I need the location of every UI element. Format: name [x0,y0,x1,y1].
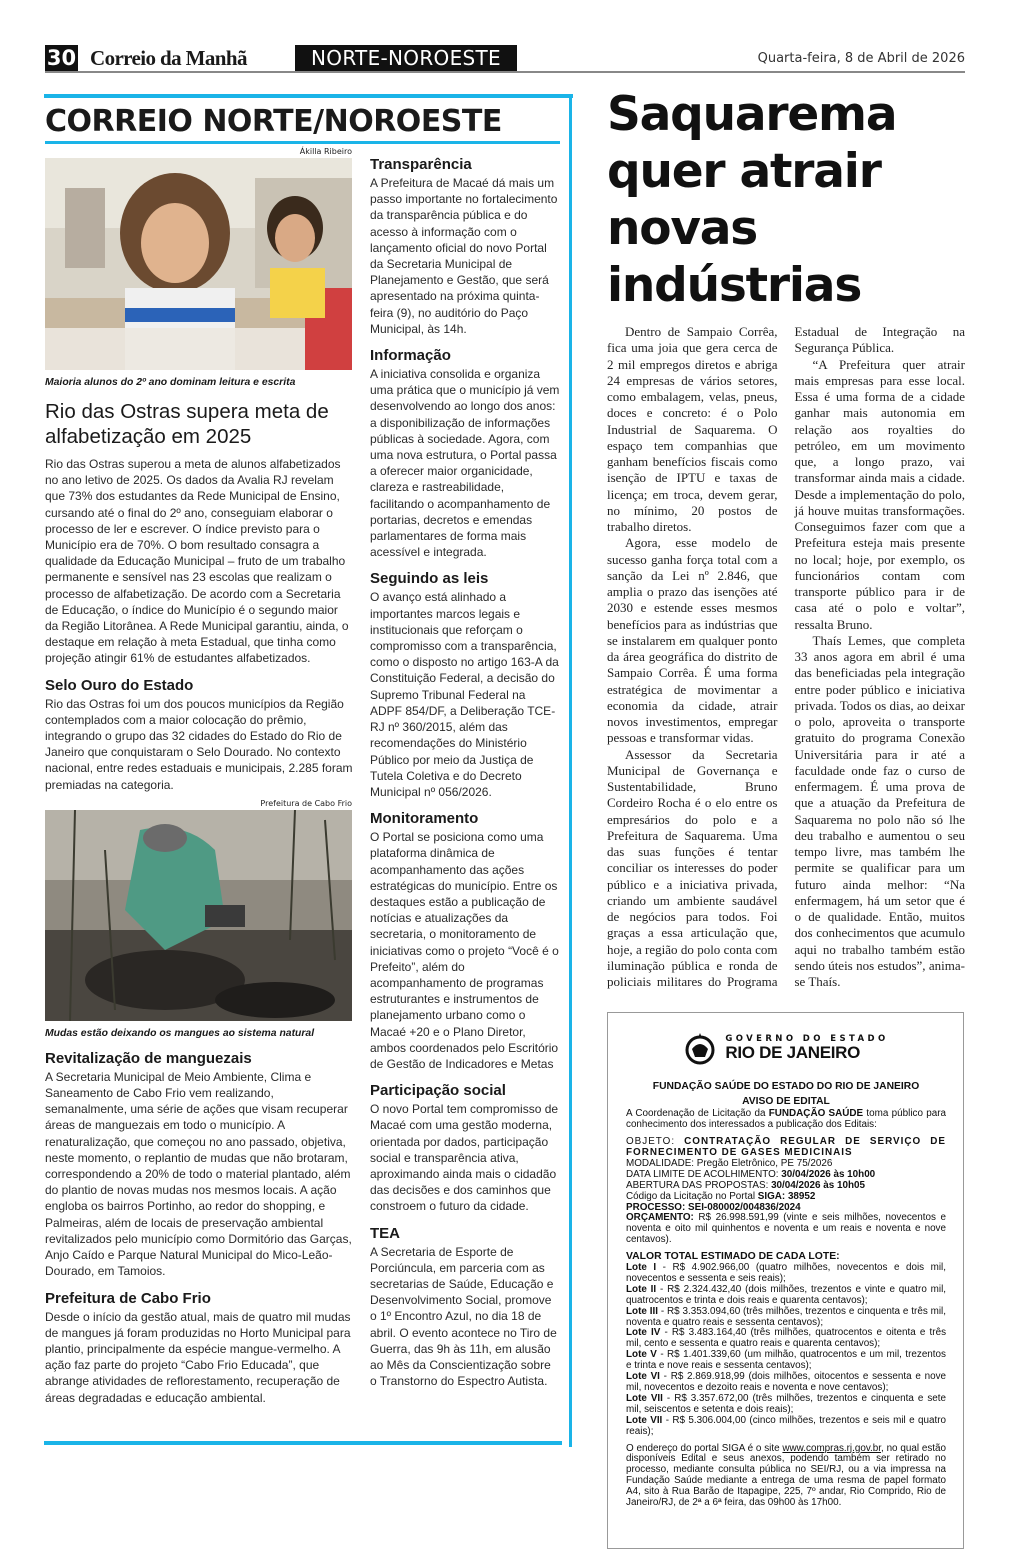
field-value: 30/04/2026 às 10h00 [781,1168,876,1180]
lot-value: - R$ 2.324.432,40 (dois milhões, trezentos e vinte e quatro mil, quatrocentos e trinta e dois reais e quarenta centavos); [626,1283,947,1306]
subheading: Prefeitura de Cabo Frio [45,1289,211,1307]
photo-credit: Prefeitura de Cabo Frio [260,798,352,808]
lot-value: - R$ 2.869.918,99 (dois milhões, oitocentos e sessenta e nove mil, novecentos e dezoito reais e noventa e nove centavos); [626,1371,946,1393]
lot-label: Lote II [626,1283,657,1295]
field-value: CONTRATAÇÃO REGULAR DE SERVIÇO DE FORNECIMENTO DE GASES MEDICINAIS [626,1136,946,1158]
subheading: Monitoramento [370,810,479,828]
legal-notice [607,1012,964,1549]
field-label: DATA LIMITE DE ACOLHIMENTO: [626,1168,782,1180]
newspaper-name: Correio da Manhã [90,46,247,70]
lot-label: Lote III [626,1305,658,1317]
story-lead: Rio das Ostras superou a meta de alunos alfabetizados no ano letivo de 2025. Os dados da Avalia RJ revelam que 73% dos estudantes da Rede Municipal de Ensino, cursando até o final do 2º ano, conseguiam elaborar o processo de ler e escrever. O índice previsto para o Município era de 70%. O bom resultado consagra a qualidade da Educação Municipal – fruto de um trabalho permanente e sensível nas 23 escolas que realizam o processo de alfabetização. De acordo com a Secretaria de Educação, o índice do Município é o segundo maior da Região Litorânea. A Rede Municipal garantiu, ainda, o destaque em relação à meta Estadual, que tinha como projeção atingir 61% de estudantes alfabetizados. [45,457,349,666]
lot-value: - R$ 3.483.164,40 (três milhões, quatrocentos e oitenta e três mil, cento e sessenta e quatro reais e quarenta centavos); [626,1327,947,1350]
lot-label: Lote I [626,1262,657,1274]
paragraph: Desde o início da gestão atual, mais de quatro mil mudas de mangues já foram produzidas no Horto Municipal para plantio, principalmente da espécie mangue-vermelho. A ação faz parte do projeto “Cabo Frio Educada”, que abrange atividades de reflorestamento, recuperação de áreas degradadas e educação ambiental. [45,1309,351,1405]
paragraph: A Secretaria de Esporte de Porciúncula, em parceria com as secretarias de Saúde, Educação e Desenvolvimento Social, promove o 1º Encontro Azul, no dia 18 de abril. O evento acontece no Tiro de Guerra, das 9h às 11h, em alusão ao Mês da Conscientização sobre o Transtorno do Espectro Autista. [370,1244,557,1389]
lot-label: Lote V [626,1349,657,1361]
field-label: MODALIDADE: [626,1157,697,1169]
lot-value: - R$ 3.353.094,60 (três milhões, trezentos e cinquenta e três mil, noventa e quatro reais e sessenta centavos); [626,1305,946,1328]
lots-list [626,1263,946,1438]
intro-text: A Coordenação de Licitação da [626,1108,769,1120]
field-value: Pregão Eletrônico, PE 75/2026 [696,1157,833,1169]
footer-text: O endereço do portal SIGA é o site [626,1442,783,1454]
subheading: TEA [370,1224,400,1242]
header-rule [45,71,965,73]
coat-of-arms-icon [683,1031,717,1065]
subheading: Revitalização de manguezais [45,1049,252,1067]
footer-text: , no qual estão disponíveis Edital e seus anexos, podendo também ser retirado no processo, mediante consulta pública no SEI/RJ, ou a via impressa na Fundação Saúde mediante a entrega de uma resma de papel formato A4, sito à Rua Barão de Itapagipe, 225, 7º andar, Rio Comprido, Rio de Janeiro/RJ, de 2ª a 6ª feira, das 09h00 às 17h00. [626,1442,946,1509]
subheading: Transparência [370,156,472,173]
field-label: OBJETO: [626,1136,685,1148]
lot-value: - R$ 3.357.672,00 (três milhões, trezentos e cinquenta e sete mil, seiscentos e setenta e dois reais); [626,1392,947,1415]
right-column [607,86,965,1549]
field-value: SEI-080002/004836/2024 [688,1201,801,1213]
lot-value: - R$ 5.306.004,00 (cinco milhões, trezentos e seis mil e quatro reais); [626,1414,946,1437]
photo-caption: Maioria alunos do 2º ano dominam leitura e escrita [45,377,296,388]
field-label: ABERTURA DAS PROPOSTAS: [626,1179,772,1191]
government-logo [626,1031,946,1065]
notice-organization: FUNDAÇÃO SAÚDE DO ESTADO DO RIO DE JANEIRO [652,1081,920,1093]
middle-column [370,155,560,1389]
subheading: Selo Ouro do Estado [45,676,194,694]
article-headline: Saquarema quer atrair novas indústrias [607,87,897,313]
paragraph: A Secretaria Municipal de Meio Ambiente, Clima e Saneamento de Cabo Frio vem realizando, semanalmente, uma série de ações que visam recuperar áreas de manguezais em todo o município. A renaturalização, que começou no ano passado, objetiva, neste momento, o replantio de mudas que não brotaram, correspondendo a 20% de todo o material plantado, além do plantio de novas mudas nos mesmos locais. A ação engloba os bairros Portinho, ao redor do shopping, e Palmeiras, além de locais de preservação ambiental revitalizados pelo município como Dormitório das Garças, Anjo Caído e Parque Natural Municipal do Mico-Leão-Dourado, em Tamoios. [45,1069,352,1279]
lots-title: VALOR TOTAL ESTIMADO DE CADA LOTE: [626,1251,840,1263]
section-label: NORTE-NOROESTE [295,45,517,71]
lot-item [626,1307,946,1329]
lot-item [626,1328,946,1350]
paragraph: Rio das Ostras foi um dos poucos municípios da Região contemplados com a maior colocação do prêmio, integrando o grupo das 32 cidades do Estado do Rio de Janeiro que conquistaram o Selo Dourado. No contexto nacional, entre redes estaduais e municipais, 2.285 foram premiadas na categoria. [45,696,353,792]
column-title-rule [45,141,560,144]
paragraph: O avanço está alinhado a importantes marcos legais e institucionais que reforçam o compromisso com a transparência, como o disposto no artigo 163-A da Constituição Federal, a decisão do Supremo Tribunal Federal na ADPF 854/DF, a Deliberação TCE-RJ nº 360/2015, além das recomendações do Ministério Público por meio da Justiça de Tutela Coletiva e do Decreto Municipal nº 056/2026. [370,590,559,799]
notice-title: AVISO DE EDITAL [742,1096,830,1108]
photo-credit: Ákilla Ribeiro [299,147,352,156]
paragraph: A Prefeitura de Macaé dá mais um passo importante no fortalecimento da transparência pública e do acesso à informação com o lançamento oficial do novo Portal da Secretaria Municipal de Planejamento e Gestão, que será apresentado na próxima quinta-feira (9), no auditório do Paço Municipal, às 14h. [370,176,558,336]
notice-fields [626,1137,946,1246]
lot-label: Lote IV [626,1327,661,1339]
lot-value: - R$ 1.401.339,60 (um milhão, quatrocentos e um mil, trezentos e trinta e nove reais e sessenta centavos); [626,1349,946,1372]
field-value: R$ 26.998.591,99 (vinte e seis milhões, novecentos e noventa e oito mil quinhentos e noventa e um reais e noventa e nove centavos). [626,1212,947,1246]
intro-text: toma público para conhecimento dos interessados a publicação dos Editais: [626,1108,947,1131]
lot-label: Lote VI [626,1371,660,1383]
field-value: 30/04/2026 às 10h05 [771,1179,865,1191]
field-value: SIGA: 38952 [757,1190,816,1202]
logo-line2: RIO DE JANEIRO [725,1043,861,1063]
lot-item [626,1372,946,1394]
paragraph: A iniciativa consolida e organiza uma prática que o município já vem desenvolvendo ao longo dos anos: a disponibilização de informações públicas à sociedade. Agora, com uma nova estrutura, o Portal passa a oferecer maior organicidade, clareza e rastreabilidade, facilitando o acompanhamento de portarias, decretos e emendas parlamentares de forma mais acessível e integrada. [370,367,560,560]
field-label: Código da Licitação no Portal [626,1190,758,1202]
column-title: CORREIO NORTE/NOROESTE [45,104,502,139]
article-body [607,324,965,990]
lot-item [626,1263,946,1285]
column-frame-right [569,94,572,1447]
column-frame-bottom [44,1441,562,1445]
article-paragraph: Agora, esse modelo de sucesso ganha força total com a sanção da Lei nº 2.846, que amplia o prazo das isenções até 2030 e estende esses mesmos benefícios para as indústrias que se instalarem em qualquer ponto da área geográfica do distrito de Sampaio Corrêa. É uma forma estratégica de movimentar a economia da cidade, atrair novos investimentos, empregar pessoas e transformar vidas. [607,535,778,746]
lot-value: - R$ 4.902.966,00 (quatro milhões, novecentos e dois mil, novecentos e sessenta e seis reais); [626,1262,946,1284]
field-label: PROCESSO: [626,1201,689,1213]
classroom-photo [45,158,352,370]
article-paragraph: “A Prefeitura quer atrair mais empresas para esse local. Essa é uma forma de a cidade ganhar mais autonomia em relação aos royalties do petróleo, em um movimento que, a longo prazo, vai transformar ainda mais a cidade. Desde a implementação do polo, já houve muitas transformações. Conseguimos fazer com que a Prefeitura esteja mais presente no local; hoje, por exemplo, os funcionários contam com transporte público para ir de casa até o polo e voltar”, ressalta Bruno. [794,356,965,632]
portal-link[interactable]: www.compras.rj.gov.br [782,1442,882,1454]
subheading: Seguindo as leis [370,570,489,588]
lot-item [626,1416,946,1438]
article-paragraph: Assessor da Secretaria Municipal de Governança e Sustentabilidade, Bruno Cordeiro Rocha é o elo entre os empresários do polo e a Prefeitura de Saquarema. Uma das suas funções é tentar conciliar os interesses do poder público e a iniciativa privada, criando um ambiente saudável de negócios para todos. Foi graças a essa articulação que, hoje, a região do polo conta com iluminação pública e ronda de policiais militares do Programa Estadual de Integração na Segurança Pública. [607,324,965,989]
issue-date: Quarta-feira, 8 de Abril de 2026 [757,51,965,66]
notice-field [626,1137,946,1159]
paragraph: O Portal se posiciona como uma plataforma dinâmica de acompanhamento das ações estratégicas do município. Entre os destaques estão a publicação de notícias e atualizações da secretaria, o monitoramento de iniciativas como o projeto “Você é o Prefeito”, além do acompanhamento de programas estruturantes e instrumentos de planejamento urbano como o Macaé +20 e o Plano Diretor, ambos coordenados pelo Escritório de Gestão de Indicadores e Metas [370,830,559,1071]
column-frame-top [44,94,573,98]
article-paragraph: Thaís Lemes, que completa 33 anos agora em abril é uma das beneficiadas pela integração entre poder público e iniciativa privada. Todos os dias, ao deixar o polo, aproveita o transporte gratuito do programa Conexão Universitária para ir até a faculdade onde faz o curso de enfermagem. É uma prova de que a atuação da Prefeitura de Saquarema no polo não só lhe deu trabalho e aumentou o seu tempo livre, mas também lhe permite se qualificar para um futuro ainda melhor: “Na enfermagem, há um setor que é o de qualidade. Então, muitos dos conhecimentos que acumulo aqui no trabalho também estão sendo úteis nos estudos”, anima-se Thaís. [794,632,965,989]
photo-caption: Mudas estão deixando os mangues ao sistema natural [45,1027,315,1039]
lot-item [626,1285,946,1307]
lot-label: Lote VII [626,1392,663,1404]
article-paragraph: Dentro de Sampaio Corrêa, fica uma joia que gera cerca de 2 mil empregos diretos e abriga 24 empresas de vários setores, como embalagem, velas, pneus, doces e concreto: é o Polo Industrial de Saquarema. O espaço tem companhias que ganham benefícios fiscais como isenção de IPTU e taxas de licença; em troca, devem gerar, no mínimo, 20 postos de trabalho diretos. [607,324,778,534]
lot-label: Lote VII [626,1414,663,1426]
left-column [45,147,353,1406]
mangrove-planting-photo [45,810,352,1021]
lot-item [626,1350,946,1372]
subheading: Informação [370,347,451,365]
paragraph: O novo Portal tem compromisso de Macaé com uma gestão moderna, orientada por dados, participação social e transparência ativa, aproximando ainda mais o cidadão das decisões e dos caminhos que constroem o futuro da cidade. [370,1102,559,1214]
notice-field [626,1213,946,1246]
subheading: Participação social [370,1082,506,1100]
field-label: ORÇAMENTO: [626,1212,699,1224]
story-headline: Rio das Ostras supera meta de alfabetização em 2025 [45,400,329,448]
logo-line1: GOVERNO DO ESTADO [725,1034,889,1045]
page-number: 30 [46,46,77,70]
intro-bold: FUNDAÇÃO SAÚDE [768,1108,864,1120]
lot-item [626,1394,946,1416]
